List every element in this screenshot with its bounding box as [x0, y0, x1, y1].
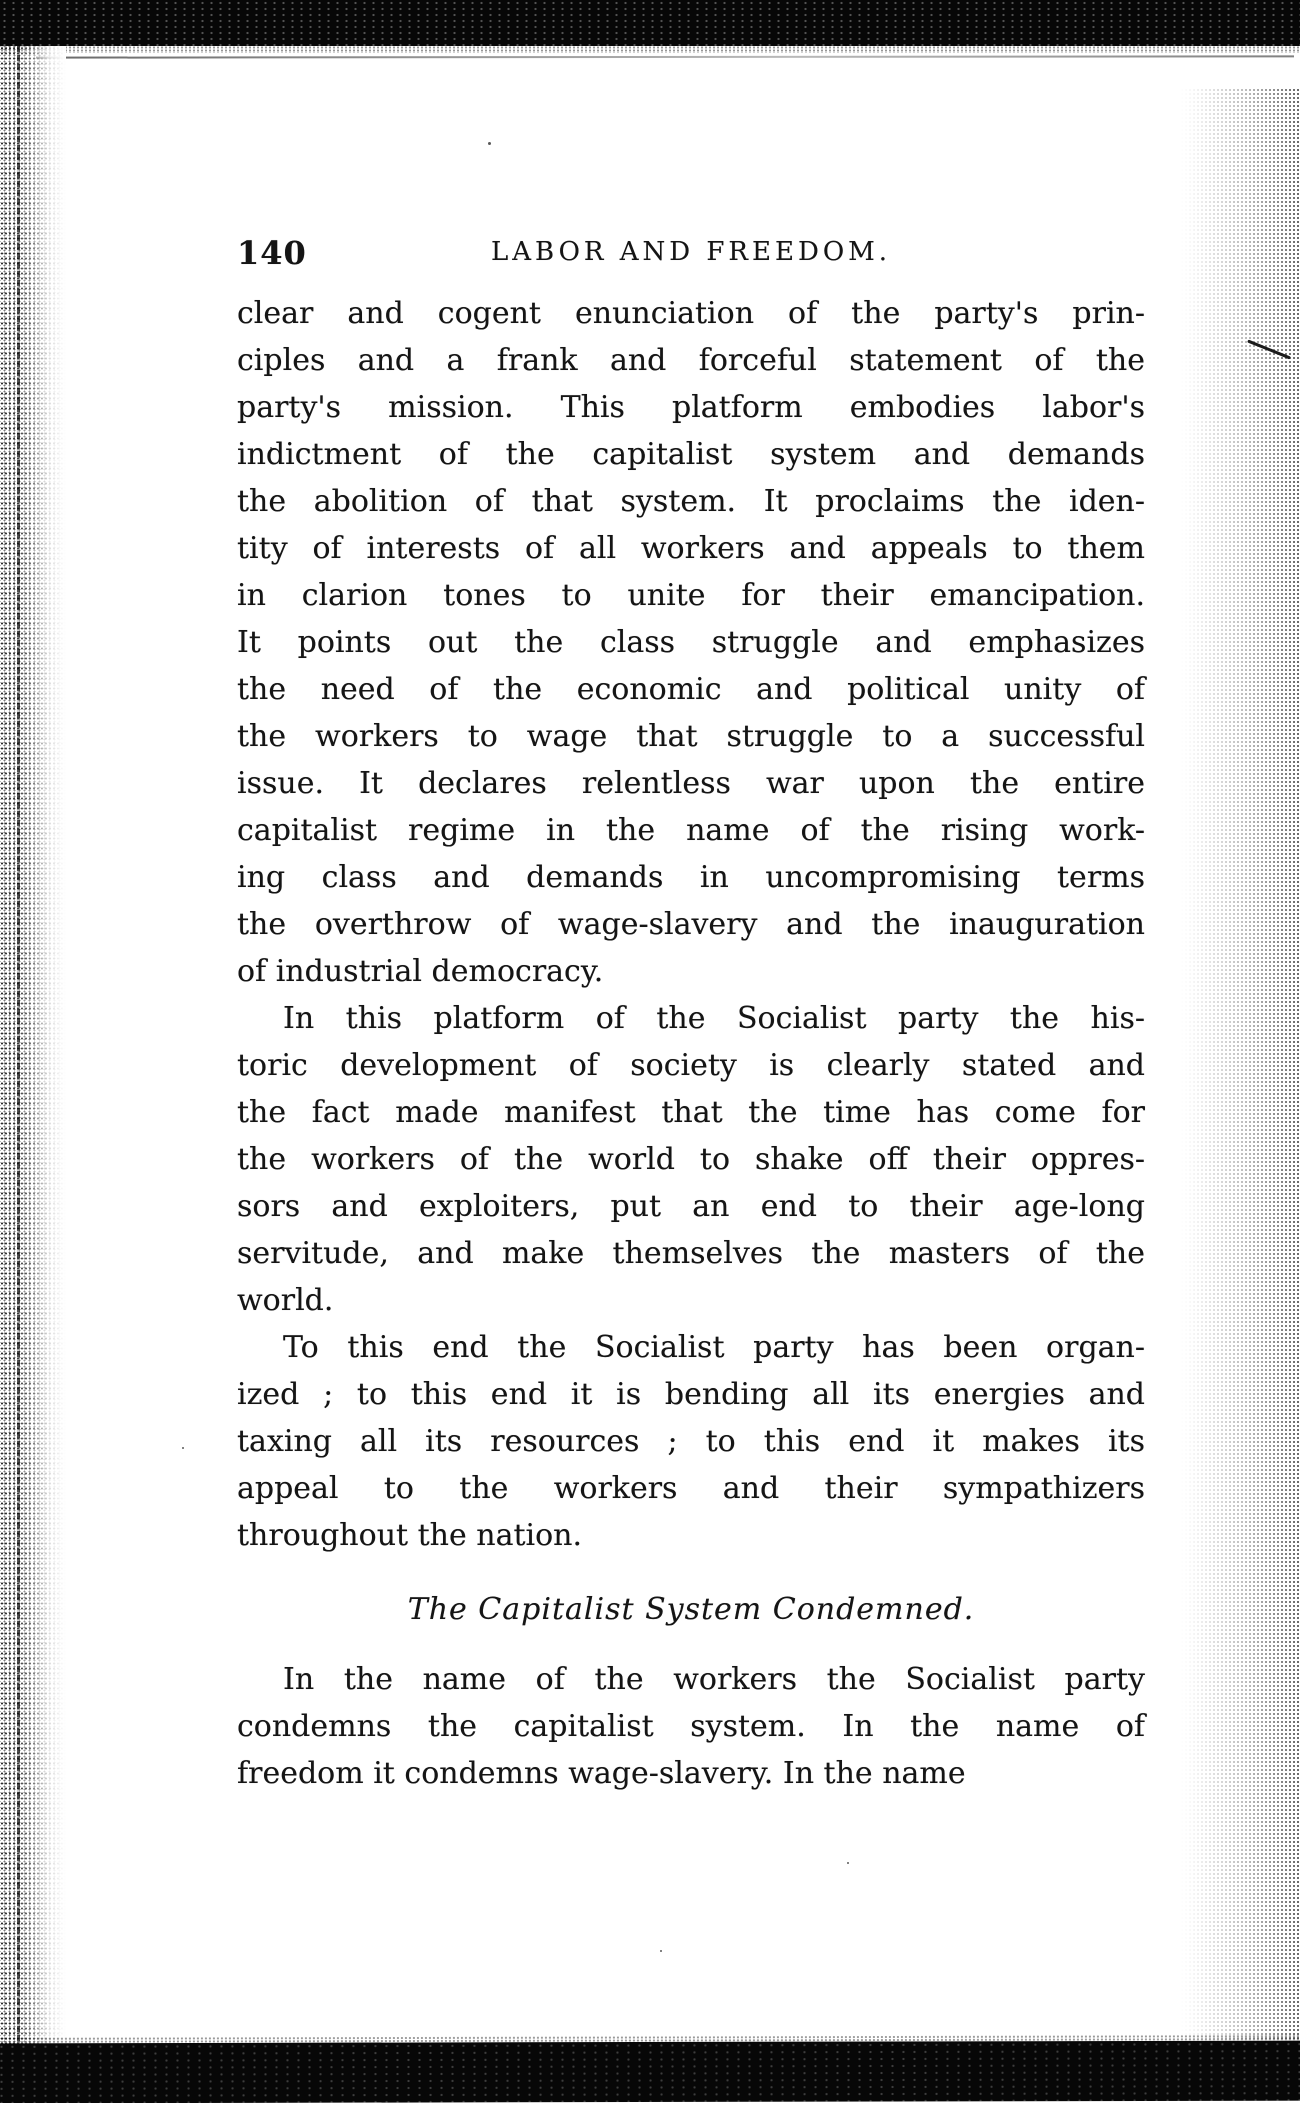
scan-speck [847, 1862, 849, 1864]
text-line: freedom it condemns wage-slavery. In the name [237, 1756, 966, 1791]
text-line: clear and cogent enunciation of the party's prin- [237, 296, 1145, 331]
text-line: It points out the class struggle and emphasizes [237, 625, 1145, 660]
paragraph [237, 290, 1145, 995]
text-line: To this end the Socialist party has been organ- [283, 1330, 1145, 1365]
text-line: the overthrow of wage-slavery and the inauguration [237, 907, 1145, 942]
text-line: indictment of the capitalist system and demands [237, 437, 1145, 472]
page-number: 140 [237, 234, 307, 272]
page-edge-shading [1180, 88, 1300, 2044]
text-line: of industrial democracy. [237, 954, 604, 989]
scan-speck [182, 1447, 184, 1449]
text-line: capitalist regime in the name of the rising work- [237, 813, 1145, 848]
text-line: the workers to wage that struggle to a successful [237, 719, 1145, 754]
text-line: ing class and demands in uncompromising terms [237, 860, 1145, 895]
section-heading [237, 1586, 1145, 1633]
text-line: tity of interests of all workers and appeals to them [237, 531, 1145, 566]
text-line: servitude, and make themselves the masters of the [237, 1236, 1145, 1271]
text-line: In this platform of the Socialist party the his- [283, 1001, 1145, 1036]
text-line: ized ; to this end it is bending all its energies and [237, 1377, 1145, 1412]
text-line: the workers of the world to shake off their oppres- [237, 1142, 1145, 1177]
scan-artifact-line [36, 55, 1294, 58]
text-line: issue. It declares relentless war upon the entire [237, 766, 1145, 801]
text-line: condemns the capitalist system. In the name of [237, 1709, 1145, 1744]
text-line: appeal to the workers and their sympathizers [237, 1471, 1145, 1506]
text-line: sors and exploiters, put an end to their age-long [237, 1189, 1145, 1224]
paragraph [237, 1324, 1145, 1559]
scan-top-band [0, 0, 1300, 46]
book-binding-crease [17, 46, 20, 2046]
text-line: toric development of society is clearly stated and [237, 1048, 1145, 1083]
section-heading-text: The Capitalist System Condemned. [407, 1592, 975, 1627]
scan-bottom-band [0, 2041, 1300, 2103]
text-line: throughout the nation. [237, 1518, 583, 1553]
text-line: taxing all its resources ; to this end it makes its [237, 1424, 1145, 1459]
text-line: the abolition of that system. It proclaims the iden- [237, 484, 1145, 519]
text-line: ciples and a frank and forceful statement of the [237, 343, 1145, 378]
paragraph [237, 1656, 1145, 1797]
page-header [237, 234, 1145, 272]
text-line: party's mission. This platform embodies labor's [237, 390, 1145, 425]
page-text-block [237, 290, 1145, 1797]
running-header: LABOR AND FREEDOM. [490, 237, 892, 267]
scan-speck [660, 1950, 662, 1952]
paragraph [237, 995, 1145, 1324]
text-line: In the name of the workers the Socialist party [283, 1662, 1145, 1697]
book-binding-texture [0, 46, 66, 2046]
text-line: the fact made manifest that the time has come for [237, 1095, 1145, 1130]
text-line: the need of the economic and political unity of [237, 672, 1145, 707]
text-line: world. [237, 1283, 334, 1318]
scan-speck [488, 142, 491, 145]
text-line: in clarion tones to unite for their emancipation. [237, 578, 1145, 613]
